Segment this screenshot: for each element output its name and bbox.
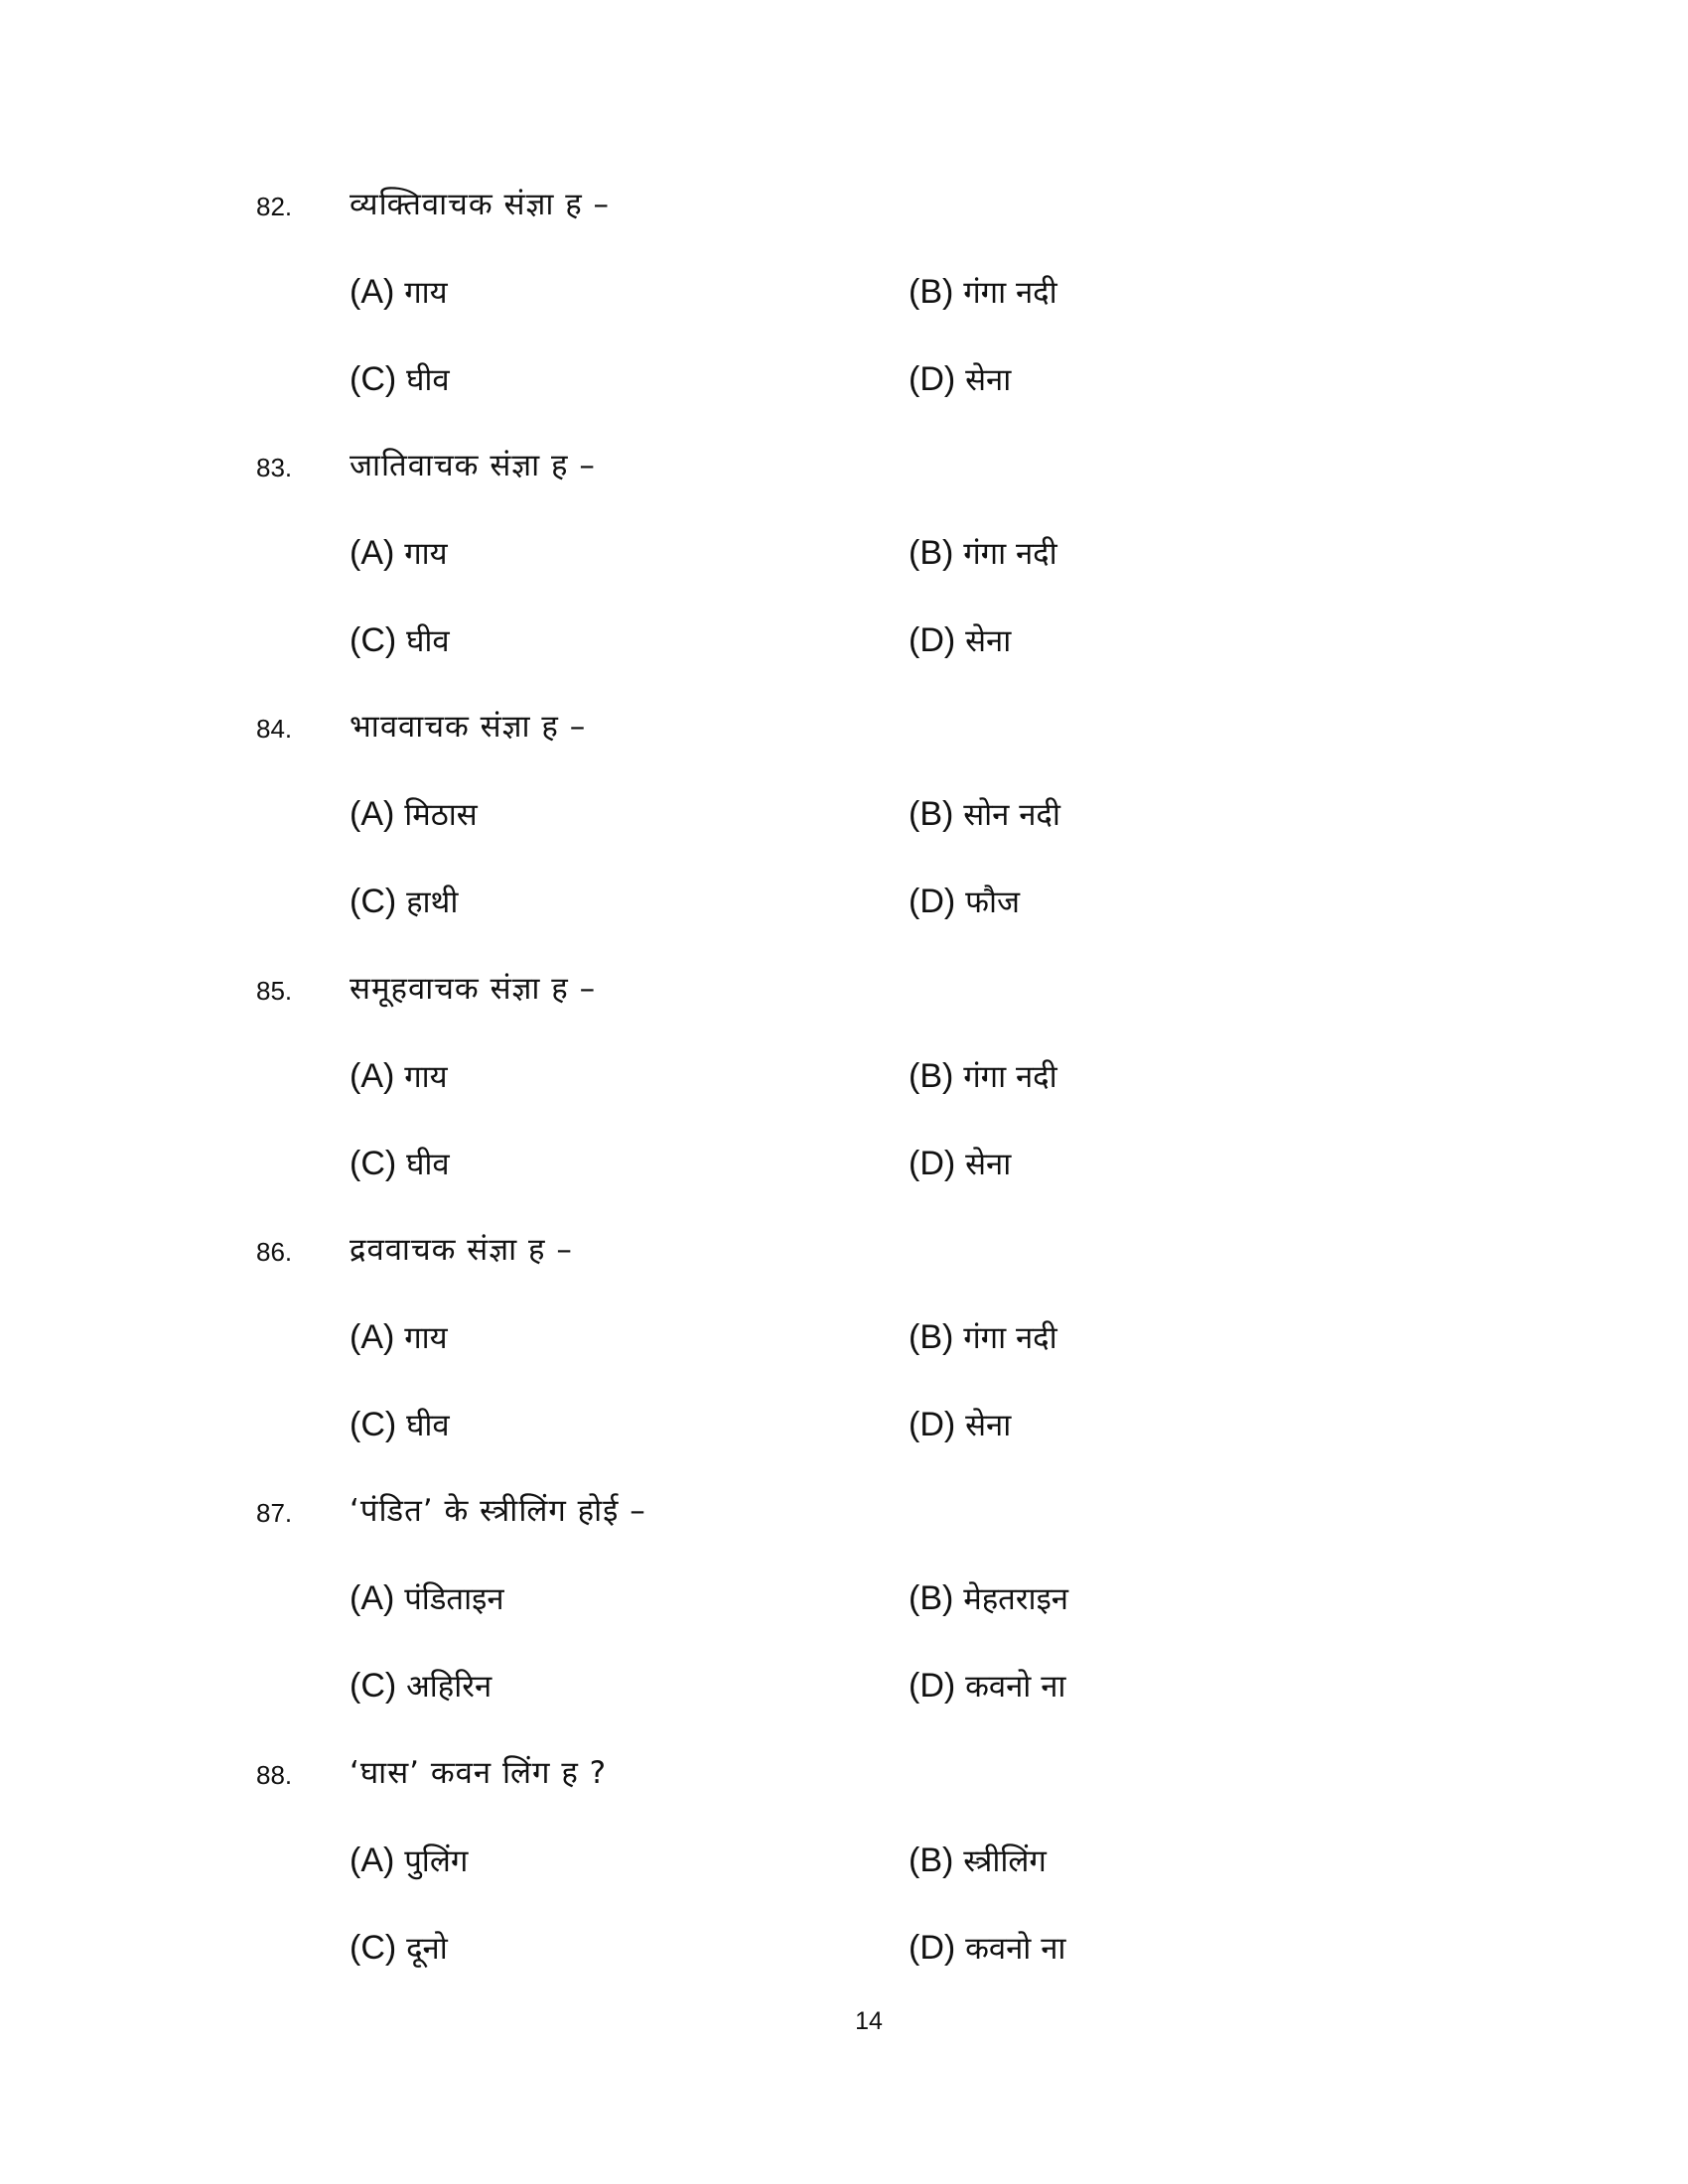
- option-c: [350, 1928, 448, 1969]
- page-number: 14: [855, 2007, 883, 2035]
- option-label: (A): [350, 795, 395, 833]
- option-d: [909, 620, 1011, 661]
- option-b: [909, 1317, 1057, 1358]
- option-text: गंगा नदी: [963, 1320, 1057, 1356]
- option-text: घीव: [406, 623, 450, 659]
- option-label: (C): [350, 1667, 397, 1705]
- question-82: [0, 189, 1688, 450]
- option-label: (D): [909, 1929, 956, 1967]
- option-b: [909, 1578, 1068, 1619]
- question-text: ‘पंडित’ के स्त्रीलिंग होई –: [350, 1493, 646, 1529]
- question-text: समूहवाचक संज्ञा ह –: [350, 971, 597, 1007]
- option-label: (D): [909, 621, 956, 659]
- option-label: (B): [909, 534, 954, 572]
- option-d: [909, 882, 1020, 922]
- question-text: जातिवाचक संज्ञा ह –: [350, 448, 596, 483]
- option-d: [909, 1666, 1065, 1706]
- option-text: सेना: [965, 623, 1012, 659]
- option-a: [350, 794, 478, 835]
- option-a: [350, 1317, 448, 1358]
- option-d: [909, 1405, 1011, 1445]
- option-d: [909, 1144, 1011, 1184]
- option-text: सेना: [965, 362, 1012, 398]
- option-c: [350, 1144, 450, 1184]
- question-text: भाववाचक संज्ञा ह –: [350, 709, 587, 745]
- option-text: पंडिताइन: [404, 1581, 504, 1617]
- option-text: गाय: [404, 1320, 448, 1356]
- option-text: सेना: [965, 1147, 1012, 1182]
- option-a: [350, 1841, 468, 1881]
- option-b: [909, 272, 1057, 313]
- option-text: फौज: [965, 885, 1020, 920]
- option-b: [909, 794, 1060, 835]
- option-label: (A): [350, 1057, 395, 1095]
- option-label: (A): [350, 1318, 395, 1356]
- question-83: [0, 450, 1688, 711]
- option-text: गंगा नदी: [963, 1059, 1057, 1095]
- question-text: ‘घास’ कवन लिंग ह ?: [350, 1755, 608, 1791]
- option-label: (D): [909, 1667, 956, 1705]
- option-label: (C): [350, 1406, 397, 1443]
- option-text: गंगा नदी: [963, 275, 1057, 311]
- option-label: (A): [350, 273, 395, 311]
- option-label: (D): [909, 1406, 956, 1443]
- option-text: घीव: [406, 362, 450, 398]
- question-text: द्रववाचक संज्ञा ह –: [350, 1232, 573, 1268]
- option-b: [909, 533, 1057, 574]
- question-number: 88.: [256, 1760, 293, 1790]
- option-label: (B): [909, 1057, 954, 1095]
- option-b: [909, 1841, 1047, 1881]
- option-label: (C): [350, 360, 397, 398]
- question-number: 87.: [256, 1498, 293, 1528]
- option-text: पुलिंग: [404, 1843, 469, 1879]
- question-85: [0, 973, 1688, 1234]
- option-label: (C): [350, 621, 397, 659]
- option-text: स्त्रीलिंग: [963, 1843, 1047, 1879]
- question-number: 86.: [256, 1237, 293, 1267]
- option-text: मिठास: [404, 797, 478, 833]
- option-text: कवनो ना: [965, 1669, 1066, 1705]
- option-text: हाथी: [406, 885, 459, 920]
- option-label: (C): [350, 1145, 397, 1182]
- option-c: [350, 882, 458, 922]
- option-label: (B): [909, 1579, 954, 1617]
- option-text: कवनो ना: [965, 1931, 1066, 1967]
- option-label: (B): [909, 795, 954, 833]
- option-text: गंगा नदी: [963, 536, 1057, 572]
- question-number: 83.: [256, 453, 293, 482]
- option-text: मेहतराइन: [963, 1581, 1068, 1617]
- option-label: (A): [350, 1579, 395, 1617]
- option-c: [350, 359, 450, 400]
- option-text: गाय: [404, 536, 448, 572]
- question-86: [0, 1234, 1688, 1495]
- option-label: (D): [909, 1145, 956, 1182]
- option-c: [350, 1405, 450, 1445]
- option-label: (D): [909, 883, 956, 920]
- option-a: [350, 533, 448, 574]
- option-label: (B): [909, 273, 954, 311]
- question-88: [0, 1757, 1688, 2018]
- question-87: [0, 1495, 1688, 1756]
- question-number: 84.: [256, 714, 293, 744]
- option-c: [350, 1666, 492, 1706]
- option-a: [350, 272, 448, 313]
- option-d: [909, 359, 1011, 400]
- question-number: 85.: [256, 976, 293, 1006]
- option-label: (D): [909, 360, 956, 398]
- option-text: अहिरिन: [406, 1669, 492, 1705]
- option-text: गाय: [404, 275, 448, 311]
- option-text: गाय: [404, 1059, 448, 1095]
- option-text: घीव: [406, 1147, 450, 1182]
- option-d: [909, 1928, 1065, 1969]
- option-label: (A): [350, 534, 395, 572]
- option-a: [350, 1056, 448, 1097]
- option-label: (A): [350, 1842, 395, 1879]
- option-label: (B): [909, 1842, 954, 1879]
- option-text: दूनो: [406, 1931, 448, 1967]
- question-text: व्यक्तिवाचक संज्ञा ह –: [350, 187, 611, 222]
- option-text: सेना: [965, 1408, 1012, 1443]
- option-label: (C): [350, 883, 397, 920]
- option-text: सोन नदी: [963, 797, 1060, 833]
- option-label: (B): [909, 1318, 954, 1356]
- option-a: [350, 1578, 504, 1619]
- question-number: 82.: [256, 192, 293, 221]
- option-label: (C): [350, 1929, 397, 1967]
- option-b: [909, 1056, 1057, 1097]
- option-c: [350, 620, 450, 661]
- option-text: घीव: [406, 1408, 450, 1443]
- question-84: [0, 711, 1688, 972]
